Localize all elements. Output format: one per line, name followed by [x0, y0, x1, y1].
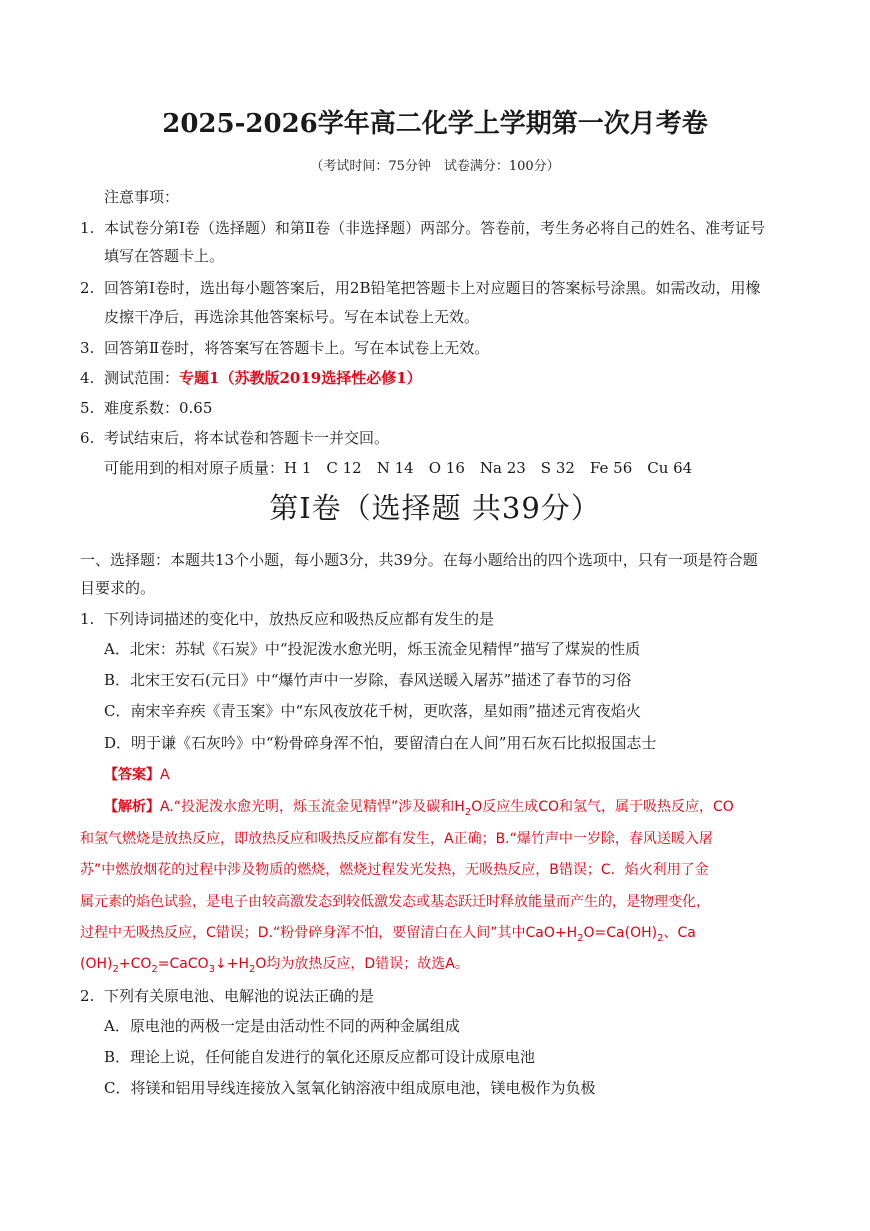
notice-item-2: 2. 回答第Ⅰ卷时，选出每小题答案后，用2B铅笔把答题卡上对应题目的答案标号涂黑。如需改动，用橡	[80, 279, 761, 297]
q1-analysis-line-3: 苏”中燃放烟花的过程中涉及物质的燃烧，燃烧过程发光发热，无吸热反应，B错误；C．焰火利用了金	[80, 862, 709, 878]
notice-item-6: 6. 考试结束后，将本试卷和答题卡一并交回。	[80, 429, 390, 447]
exam-info: （考试时间：75分钟 试卷满分：100分）	[310, 159, 560, 174]
section-intro-cont: 目要求的。	[80, 579, 156, 597]
section-intro: 一、选择题：本题共13个小题，每小题3分，共39分。在每小题给出的四个选项中，只有一项是符合题	[80, 551, 758, 569]
q1-analysis-line-5: 过程中无吸热反应，C错误；D.“粉骨碎身浑不怕，要留清白在人间”其中$CaO+H_2O=Ca(OH)_2$、Ca	[80, 925, 696, 944]
q1-option-b: B．北宋王安石(元日》中“爆竹声中一岁除，春风送暖入屠苏”描述了春节的习俗	[104, 671, 632, 689]
question-1-stem: 1. 下列诗词描述的变化中，放热反应和吸热反应都有发生的是	[80, 610, 495, 628]
q1-analysis-line-4: 属元素的焰色试验，是电子由较高激发态到较低激发态或基态跃迁时释放能量而产生的，是物理变化，	[80, 894, 710, 910]
q2-option-c: C．将镁和铝用导线连接放入氢氧化钠溶液中组成原电池，镁电极作为负极	[104, 1079, 596, 1097]
q1-analysis-line-1: 【解析】A.“投泥泼水愈光明，烁玉流金见精悍”涉及碳和$H_2O$反应生成CO和氢气，属于吸热反应，CO	[104, 799, 734, 818]
q1-answer: 【答案】A	[104, 767, 170, 783]
q1-option-a: A．北宋：苏轼《石炭》中“投泥泼水愈光明，烁玉流金见精悍”描写了煤炭的性质	[104, 640, 641, 658]
q2-option-a: A．原电池的两极一定是由活动性不同的两种金属组成	[104, 1017, 460, 1035]
notice-item-1-cont: 填写在答题卡上。	[104, 247, 225, 265]
notice-item-5: 5. 难度系数：0.65	[80, 399, 213, 417]
notice-item-3: 3. 回答第Ⅱ卷时，将答案写在答题卡上。写在本试卷上无效。	[80, 339, 490, 357]
question-2-stem: 2. 下列有关原电池、电解池的说法正确的是	[80, 987, 375, 1005]
test-scope: 专题1（苏教版2019选择性必修1）	[179, 369, 422, 387]
section-title: 第Ⅰ卷（选择题 共39分）	[269, 491, 601, 525]
page-title: 2025-2026学年高二化学上学期第一次月考卷	[162, 109, 708, 139]
notice-heading: 注意事项：	[104, 188, 180, 206]
q1-analysis-line-6: $(OH)_2+CO_2=CaCO_3↓+H_2O$均为放热反应，D错误；故选A。	[80, 956, 469, 975]
notice-item-2-cont: 皮擦干净后，再选涂其他答案标号。写在本试卷上无效。	[104, 308, 480, 326]
q1-analysis-line-2: 和氢气燃烧是放热反应，即放热反应和吸热反应都有发生，A正确；B.“爆竹声中一岁除，春风送暖入屠	[80, 831, 713, 847]
notice-item-1: 1. 本试卷分第Ⅰ卷（选择题）和第Ⅱ卷（非选择题）两部分。答卷前，考生务必将自己的姓名、准考证号	[80, 219, 766, 237]
q1-option-c: C．南宋辛弃疾《青玉案》中“东风夜放花千树，更吹落，星如雨”描述元宵夜焰火	[104, 702, 641, 720]
notice-item-4: 4. 测试范围：专题1（苏教版2019选择性必修1）	[80, 369, 422, 387]
q2-option-b: B．理论上说，任何能自发进行的氧化还原反应都可设计成原电池	[104, 1048, 536, 1066]
atomic-masses: 可能用到的相对原子质量：H 1 C 12 N 14 O 16 Na 23 S 32 Fe 56 Cu 64	[104, 459, 693, 477]
q1-option-d: D．明于谦《石灰吟》中“粉骨碎身浑不怕，要留清白在人间”用石灰石比拟报国志士	[104, 734, 657, 752]
